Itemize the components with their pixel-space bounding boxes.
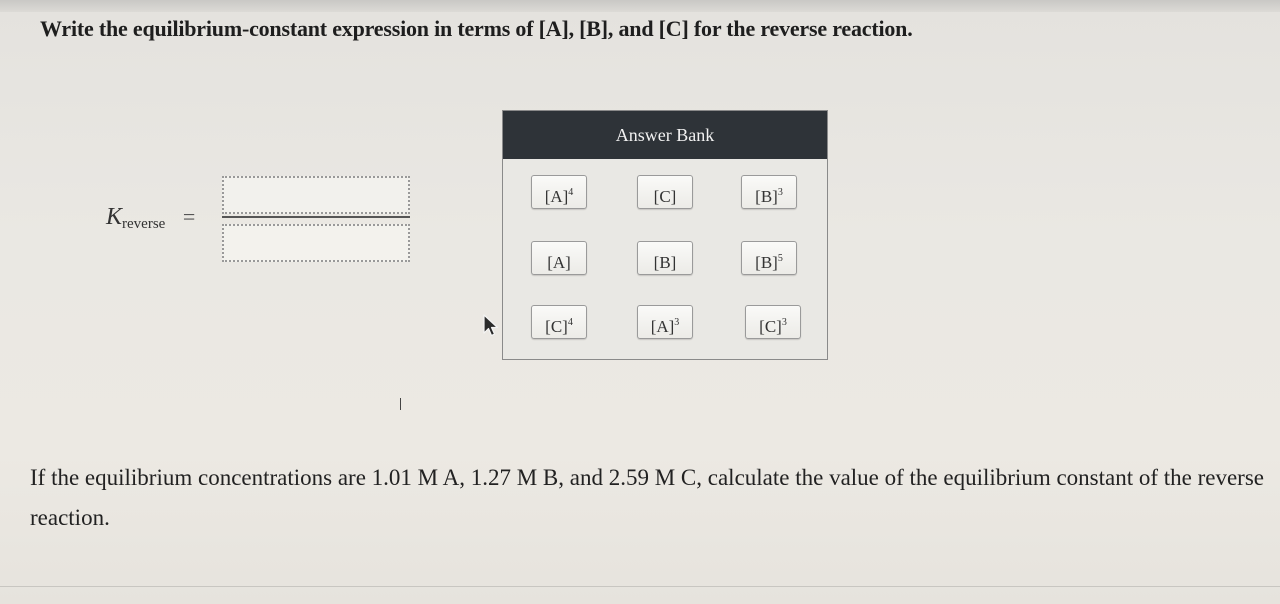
- tile-c[interactable]: [637, 175, 693, 209]
- equals-sign: =: [182, 204, 196, 229]
- tile-a4[interactable]: [531, 175, 587, 209]
- tile-base: [A]: [547, 253, 571, 272]
- answer-bank: [502, 110, 828, 360]
- top-edge: [0, 0, 1280, 12]
- tile-exponent: 3: [674, 317, 680, 328]
- tile-a[interactable]: [531, 241, 587, 275]
- tile-b3[interactable]: [741, 175, 797, 209]
- question-followup: If the equilibrium concentrations are 1.01 M A, 1.27 M B, and 2.59 M C, calculate the value of the equilibrium constant of the reverse reaction.: [30, 465, 1265, 530]
- mouse-pointer-icon: [482, 314, 500, 338]
- divider: [0, 586, 1280, 587]
- tile-exponent: 3: [781, 317, 787, 328]
- answer-bank-title: Answer Bank: [503, 111, 827, 159]
- k-expression: [106, 204, 195, 233]
- tile-exponent: 4: [568, 187, 574, 198]
- tile-base: [A]: [544, 187, 569, 206]
- tile-c3[interactable]: [745, 305, 801, 339]
- tile-exponent: 3: [777, 187, 783, 198]
- tile-base: [A]: [650, 317, 675, 336]
- denominator-drop-zone[interactable]: [222, 224, 410, 262]
- tile-c4[interactable]: [531, 305, 587, 339]
- tile-exponent: 4: [567, 317, 573, 328]
- tile-exponent: 5: [777, 253, 783, 264]
- tile-b5[interactable]: [741, 241, 797, 275]
- tile-a3[interactable]: [637, 305, 693, 339]
- k-symbol: K: [106, 204, 123, 230]
- k-subscript: reverse: [122, 216, 166, 232]
- tile-base: [B]: [755, 253, 778, 272]
- tile-base: [C]: [759, 317, 782, 336]
- question-prompt: Write the equilibrium-constant expression in terms of [A], [B], and [C] for the reverse reaction.: [40, 16, 913, 41]
- tile-b[interactable]: [637, 241, 693, 275]
- text-caret: [400, 398, 401, 410]
- tile-base: [B]: [755, 187, 778, 206]
- tile-base: [C]: [545, 317, 568, 336]
- numerator-drop-zone[interactable]: [222, 176, 410, 214]
- fraction-bar: [222, 216, 410, 218]
- tile-base: [C]: [653, 187, 677, 206]
- tile-base: [B]: [653, 253, 677, 272]
